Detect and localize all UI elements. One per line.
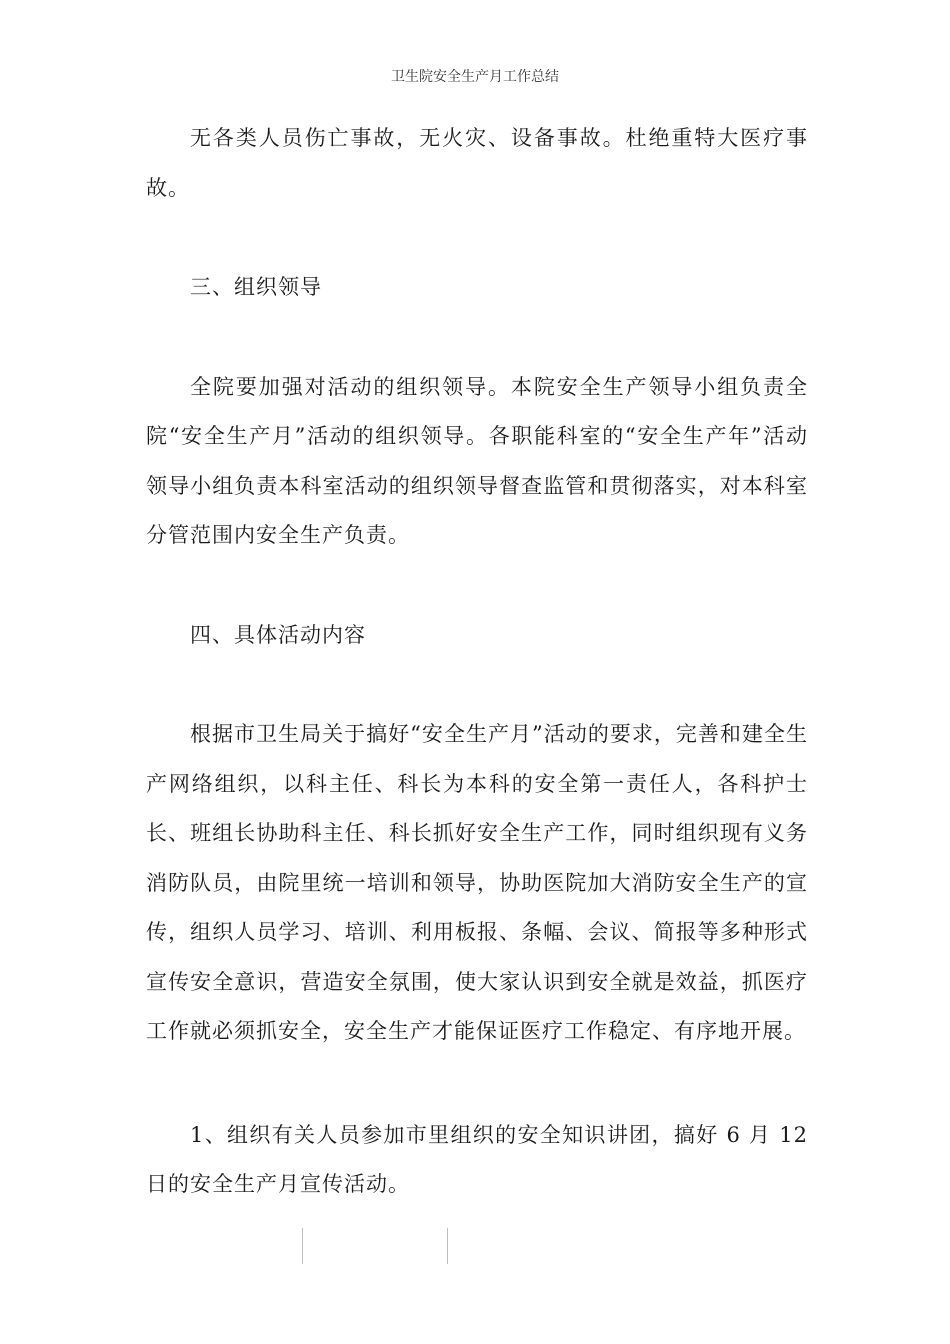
paragraph-spacer xyxy=(146,1057,808,1111)
paragraph-spacer xyxy=(146,660,808,710)
section-heading-activities: 四、具体活动内容 xyxy=(190,622,366,647)
paragraph-result-statement: 无各类人员伤亡事故，无火灾、设备事故。杜绝重特大医疗事故。 xyxy=(146,126,808,200)
paragraph-activity-content: 根据市卫生局关于搞好“安全生产月”活动的要求，完善和建全生产网络组织，以科主任、科长为本科的安全第一责任人，各科护士长、班组长协助科主任、科长抓好安全生产工作，同时组织现有义务消防队员，由院里统一培训和领导，协助医院加大消防安全生产的宣传，组织人员学习、培训、利用板报、条幅、会议、简报等多种形式宣传安全意识，营造安全氛围，使大家认识到安全就是效益，抓医疗工作就必须抓安全，安全生产才能保证医疗工作稳定、有序地开展。 xyxy=(146,722,808,1043)
footer-divider-left xyxy=(302,1228,303,1264)
footer-divider-right xyxy=(447,1228,448,1264)
paragraph-spacer xyxy=(146,313,808,363)
page-header: 卫生院安全生产月工作总结 xyxy=(391,69,559,85)
paragraph-spacer xyxy=(146,213,808,263)
paragraph-spacer xyxy=(146,561,808,611)
document-body xyxy=(146,114,808,1210)
section-heading-organization: 三、组织领导 xyxy=(190,275,322,299)
paragraph-organization-leadership: 全院要加强对活动的组织领导。本院安全生产领导小组负责全院“安全生产月”活动的组织领导。各职能科室的“安全生产年”活动领导小组负责本科室活动的组织领导督查监管和贯彻落实，对本科室分管范围内安全生产负责。 xyxy=(146,374,808,547)
list-item-1: 1、组织有关人员参加市里组织的安全知识讲团，搞好 6 月 12 日的安全生产月宣传活动。 xyxy=(146,1122,808,1196)
